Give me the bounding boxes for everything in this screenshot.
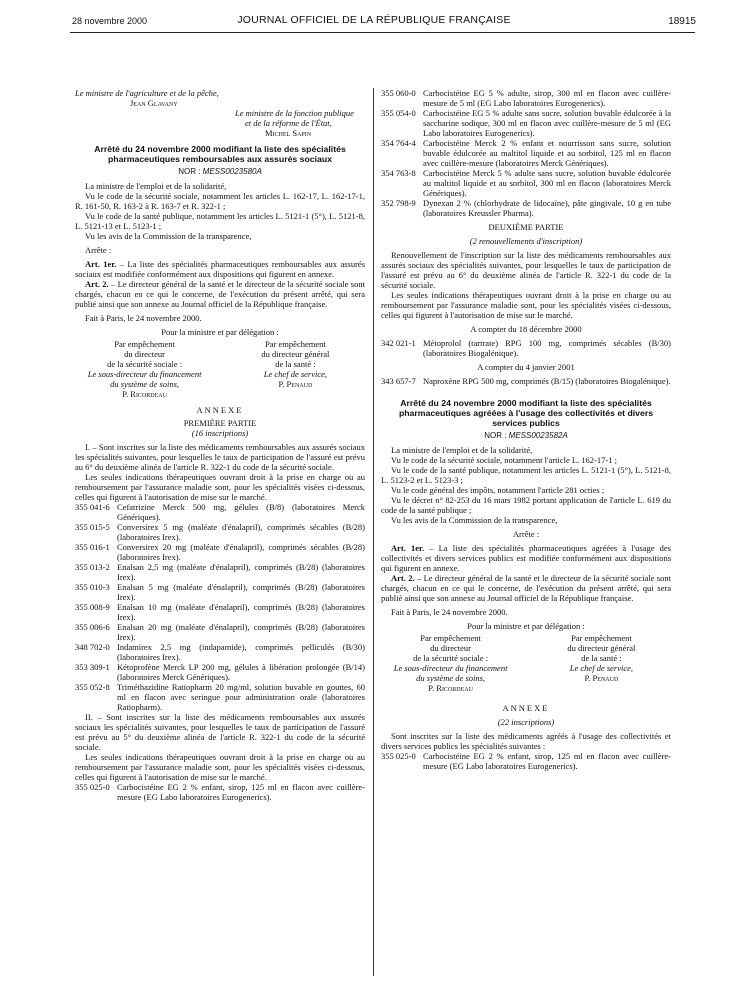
paragraph: Renouvellement de l'inscription sur la liste des médicaments remboursables aux assurés sociaux des spécialités suivantes, pour lesquelles le taux de participation de l'assuré est prévu au 6° du deuxième alinéa de l'article R. 322-1 du code de la sécurité sociale. [381, 250, 671, 290]
list-item [75, 642, 365, 662]
part-heading: PREMIÈRE PARTIE [183, 418, 257, 428]
effective-date: A compter du 4 janvier 2001 [477, 362, 575, 372]
item-code: 348 702-0 [75, 642, 110, 652]
item-text: Carbocistéine EG 5 % adulte, sirop, 300 ml en flacon avec cuillère-mesure de 5 ml (EG Labo laboratoires Eurogenerics). [423, 88, 671, 108]
item-code: 355 015-5 [75, 522, 110, 532]
decree-title: Arrêté du 24 novembre 2000 modifiant la liste des spécialités pharmaceutiques remboursables aux assurés sociaux [94, 144, 346, 164]
list-item [75, 602, 365, 622]
issue-date: 28 novembre 2000 [72, 16, 148, 26]
item-text: Enalsan 2,5 mg (maléate d'énalapril), comprimés (B/28) (laboratoires Irex). [117, 562, 365, 582]
part-subheading: (16 inscriptions) [191, 428, 249, 438]
header-rule [70, 32, 695, 33]
decree-title: Arrêté du 24 novembre 2000 modifiant la liste des spécialités pharmaceutiques agréées à l'usage des collectivités et divers services publics [398, 398, 654, 428]
paragraph: Vu le code général des impôts, notamment l'article 281 octies ; [391, 485, 605, 495]
drug-list [75, 782, 365, 802]
nor-code: MESS0023580A [202, 167, 262, 176]
item-text: Indamirex 2,5 mg (indapamide), comprimés pelliculés (B/30) (laboratoires Irex). [117, 642, 365, 662]
paragraph: Vu le code de la sécurité sociale, notamment l'article L. 162-17-1 ; [391, 455, 617, 465]
right-column [381, 88, 671, 771]
signature-left: Par empêchement du directeur de la sécurité sociale : Le sous-directeur du financement du système de soins, P. Ricordeau [393, 633, 508, 693]
item-code: 354 764-4 [381, 138, 416, 148]
drug-list [75, 502, 365, 712]
paragraph: Les seules indications thérapeutiques ouvrant droit à la prise en charge ou au remboursement par l'assurance maladie sont, pour les spécialités visées ci-dessous, celles qui figurent à l'autorisation de mise sur le marché. [75, 752, 365, 782]
item-text: Carbocistéine Merck 2 % enfant et nourrisson sans sucre, solution buvable édulcorée au maltitol liquide et au sorbitol, 125 ml en flacon avec cuillère-mesure (laboratoires Merck Génériques). [423, 138, 671, 168]
item-code: 355 008-9 [75, 602, 110, 612]
list-item [381, 198, 671, 218]
list-item [381, 88, 671, 108]
paragraph: La ministre de l'emploi et de la solidarité, [85, 181, 227, 191]
effective-date: A compter du 18 décembre 2000 [470, 324, 582, 334]
list-item [75, 682, 365, 712]
signature-block [381, 633, 671, 693]
part-subheading: (2 renouvellements d'inscription) [469, 236, 583, 246]
paragraph: Les seules indications thérapeutiques ouvrant droit à la prise en charge ou au remboursement par l'assurance maladie sont, pour les spécialités visées ci-dessous, celles qui figurent à l'autorisation de mise sur le marché. [381, 290, 671, 320]
list-item [75, 542, 365, 562]
list-item: 355 025-0 Carbocistéine EG 2 % enfant, sirop, 125 ml en flacon avec cuillère-mesure (EG Labo laboratoires Eurogenerics). [381, 751, 671, 771]
item-code: 354 763-8 [381, 168, 416, 178]
fait-a-paris: Fait à Paris, le 24 novembre 2000. [85, 313, 202, 323]
signature-right: Par empêchement du directeur général de la santé : Le chef de service, P. Penaud [567, 633, 636, 683]
item-text: Triméthazidine Ratiopharm 20 mg/ml, solution buvable en gouttes, 60 ml en flacon avec seringue pour administration orale (laboratoires Ratiopharm). [117, 682, 365, 712]
paragraph: Vu le code de la sécurité sociale, notamment les articles L. 162-17, L. 162-17-1, R. 161-50, R. 163-2 à R. 163-7 et R. 322-1 ; [75, 191, 365, 211]
nor-reference: NOR : MESS0023580A [178, 167, 262, 176]
list-item [75, 662, 365, 682]
fait-a-paris: Fait à Paris, le 24 novembre 2000. [391, 607, 508, 617]
article-2: Art. 2. – Le directeur général de la santé et le directeur de la sécurité sociale sont chargés, chacun en ce qui le concerne, de l'exécution du présent arrêté, qui sera publié ainsi que son annexe au Journal officiel de la République française. [381, 573, 671, 603]
item-code: 353 309-1 [75, 662, 110, 672]
list-item [75, 562, 365, 582]
item-code: 355 054-0 [381, 108, 416, 118]
signatory-title: Le ministre de la fonction publique [235, 108, 354, 118]
delegation: Pour la ministre et par délégation : [161, 327, 279, 337]
paragraph: Sont inscrites sur la liste des médicaments agréés à l'usage des collectivités et divers services publics les spécialités suivantes : [381, 731, 671, 751]
item-code: 352 798-9 [381, 198, 416, 208]
paragraph: I. – Sont inscrites sur la liste des médicaments remboursables aux assurés sociaux les spécialités suivantes, pour lesquelles le taux de participation de l'assuré est prévu au 6° du deuxième alinéa de l'article R. 322-1 du code de la sécurité sociale. [75, 442, 365, 472]
signature-right: Par empêchement du directeur général de la santé : Le chef de service, P. Penaud [261, 339, 330, 389]
list-item [75, 502, 365, 522]
arrete-label: Arrête : [85, 245, 112, 255]
left-column [75, 88, 365, 802]
item-text: Kétoprofène Merck LP 200 mg, gélules à libération prolongée (B/14) (laboratoires Merck Génériques). [117, 662, 365, 682]
paragraph: La ministre de l'emploi et de la solidarité, [391, 445, 533, 455]
paragraph: Vu le code de la santé publique, notamment les articles L. 5121-1 (5°), L. 5121-8, L. 5121-13 et L. 5123-1 ; [75, 211, 365, 231]
item-text: Carbocistéine EG 2 % enfant, sirop, 125 ml en flacon avec cuillère-mesure (EG Labo laboratoires Eurogenerics). [117, 782, 365, 802]
list-item: 343 657-7 Naproxène RPG 500 mg, comprimés (B/15) (laboratoires Biogalénique). [381, 376, 671, 386]
item-text: Carbocistéine Merck 5 % adulte sans sucre, solution buvable édulcorée au maltitol liquide et au sorbitol, 300 ml en flacon (laboratoires Merck Génériques). [423, 168, 671, 198]
item-text: Carbocistéine EG 5 % adulte sans sucre, solution buvable édulcorée à la saccharine sodique, 300 ml en flacon avec cuillère-mesure de 5 ml (EG Labo laboratoires Eurogenerics). [423, 108, 671, 138]
signatory-name: Michel Sapin [265, 128, 312, 138]
item-text: Dynexan 2 % (chlorhydrate de lidocaïne), pâte gingivale, 10 g en tube (laboratoires Kreussler Pharma). [423, 198, 671, 218]
paragraph: Vu le code de la santé publique, notamment les articles L. 5121-1 (5°), L. 5121-8, L. 5123-2 et L. 5123-3 ; [381, 465, 671, 485]
item-code: 355 060-0 [381, 88, 416, 98]
item-code: 355 041-6 [75, 502, 110, 512]
list-item [381, 138, 671, 168]
part-heading: DEUXIÈME PARTIE [488, 222, 564, 232]
page-header [0, 0, 748, 34]
item-text: Enalsan 10 mg (maléate d'énalapril), comprimés (B/28) (laboratoires Irex). [117, 602, 365, 622]
paragraph: Vu les avis de la Commission de la transparence, [85, 231, 252, 241]
article-2: Art. 2. – Le directeur général de la santé et le directeur de la sécurité sociale sont chargés, chacun en ce qui le concerne, de l'exécution du présent arrêté, qui sera publié ainsi que son annexe au Journal officiel de la République française. [75, 279, 365, 309]
signature-block [75, 339, 365, 399]
list-item [75, 582, 365, 602]
item-text: Enalsan 5 mg (maléate d'énalapril), comprimés (B/28) (laboratoires Irex). [117, 582, 365, 602]
journal-title: JOURNAL OFFICIEL DE LA RÉPUBLIQUE FRANÇAISE [237, 14, 511, 26]
arrete-label: Arrête : [512, 529, 540, 539]
list-item [381, 168, 671, 198]
signatory-title: et de la réforme de l'État, [245, 118, 332, 128]
drug-list [381, 88, 671, 218]
paragraph: Vu le décret n° 82-253 du 16 mars 1982 portant application de l'article L. 619 du code de la santé publique ; [381, 495, 671, 515]
signatory-title: Le ministre de l'agriculture et de la pêche, [75, 88, 219, 98]
list-item [381, 108, 671, 138]
item-text: Conversirex 5 mg (maléate d'énalapril), comprimés sécables (B/28) (laboratoires Irex). [117, 522, 365, 542]
paragraph: Vu les avis de la Commission de la transparence, [391, 515, 558, 525]
list-item [75, 782, 365, 802]
paragraph: II. – Sont inscrites sur la liste des médicaments remboursables aux assurés sociaux les spécialités suivantes, pour lesquelles le taux de participation de l'assuré est prévu au 5° du deuxième alinéa de l'article R. 322-1 du code de la sécurité sociale. [75, 712, 365, 752]
article-1: Art. 1er. – La liste des spécialités pharmaceutiques remboursables aux assurés sociaux est modifiée conformément aux dispositions qui figurent en annexe. [75, 259, 365, 279]
annex-heading: ANNEXE [502, 703, 550, 713]
item-text: Cefatrizine Merck 500 mg, gélules (B/8) (laboratoires Merck Génériques). [117, 502, 365, 522]
item-text: Conversirex 20 mg (maléate d'énalapril), comprimés sécables (B/28) (laboratoires Irex). [117, 542, 365, 562]
signatory-name: Jean Glavany [130, 98, 178, 108]
column-divider [373, 88, 374, 976]
item-code: 355 010-3 [75, 582, 110, 592]
list-item [75, 522, 365, 542]
item-code: 355 006-6 [75, 622, 110, 632]
delegation: Pour la ministre et par délégation : [467, 621, 585, 631]
item-code: 355 052-8 [75, 682, 110, 692]
nor-reference: NOR : MESS0023582A [484, 431, 568, 440]
item-code: 355 013-2 [75, 562, 110, 572]
signature-left: Par empêchement du directeur de la sécurité sociale : Le sous-directeur du financement du système de soins, P. Ricordeau [87, 339, 202, 399]
list-item [75, 622, 365, 642]
item-code: 355 016-1 [75, 542, 110, 552]
article-1: Art. 1er. – La liste des spécialités pharmaceutiques agréées à l'usage des collectivités et divers services publics est modifiée conformément aux dispositions qui figurent en annexe. [381, 543, 671, 573]
annex-subheading: (22 inscriptions) [497, 717, 555, 727]
page-number: 18915 [668, 16, 696, 27]
item-code: 355 025-0 [75, 782, 110, 792]
list-item: 342 021-1 Métoprolol (tartrate) RPG 100 mg, comprimés sécables (B/30) (laboratoires Biogalénique). [381, 338, 671, 358]
nor-code: MESS0023582A [508, 431, 568, 440]
item-text: Enalsan 20 mg (maléate d'énalapril), comprimés (B/28) (laboratoires Irex). [117, 622, 365, 642]
annex-heading: ANNEXE [196, 405, 244, 415]
paragraph: Les seules indications thérapeutiques ouvrant droit à la prise en charge ou au remboursement par l'assurance maladie sont, pour les spécialités visées ci-dessous, celles qui figurent à l'autorisation de mise sur le marché. [75, 472, 365, 502]
